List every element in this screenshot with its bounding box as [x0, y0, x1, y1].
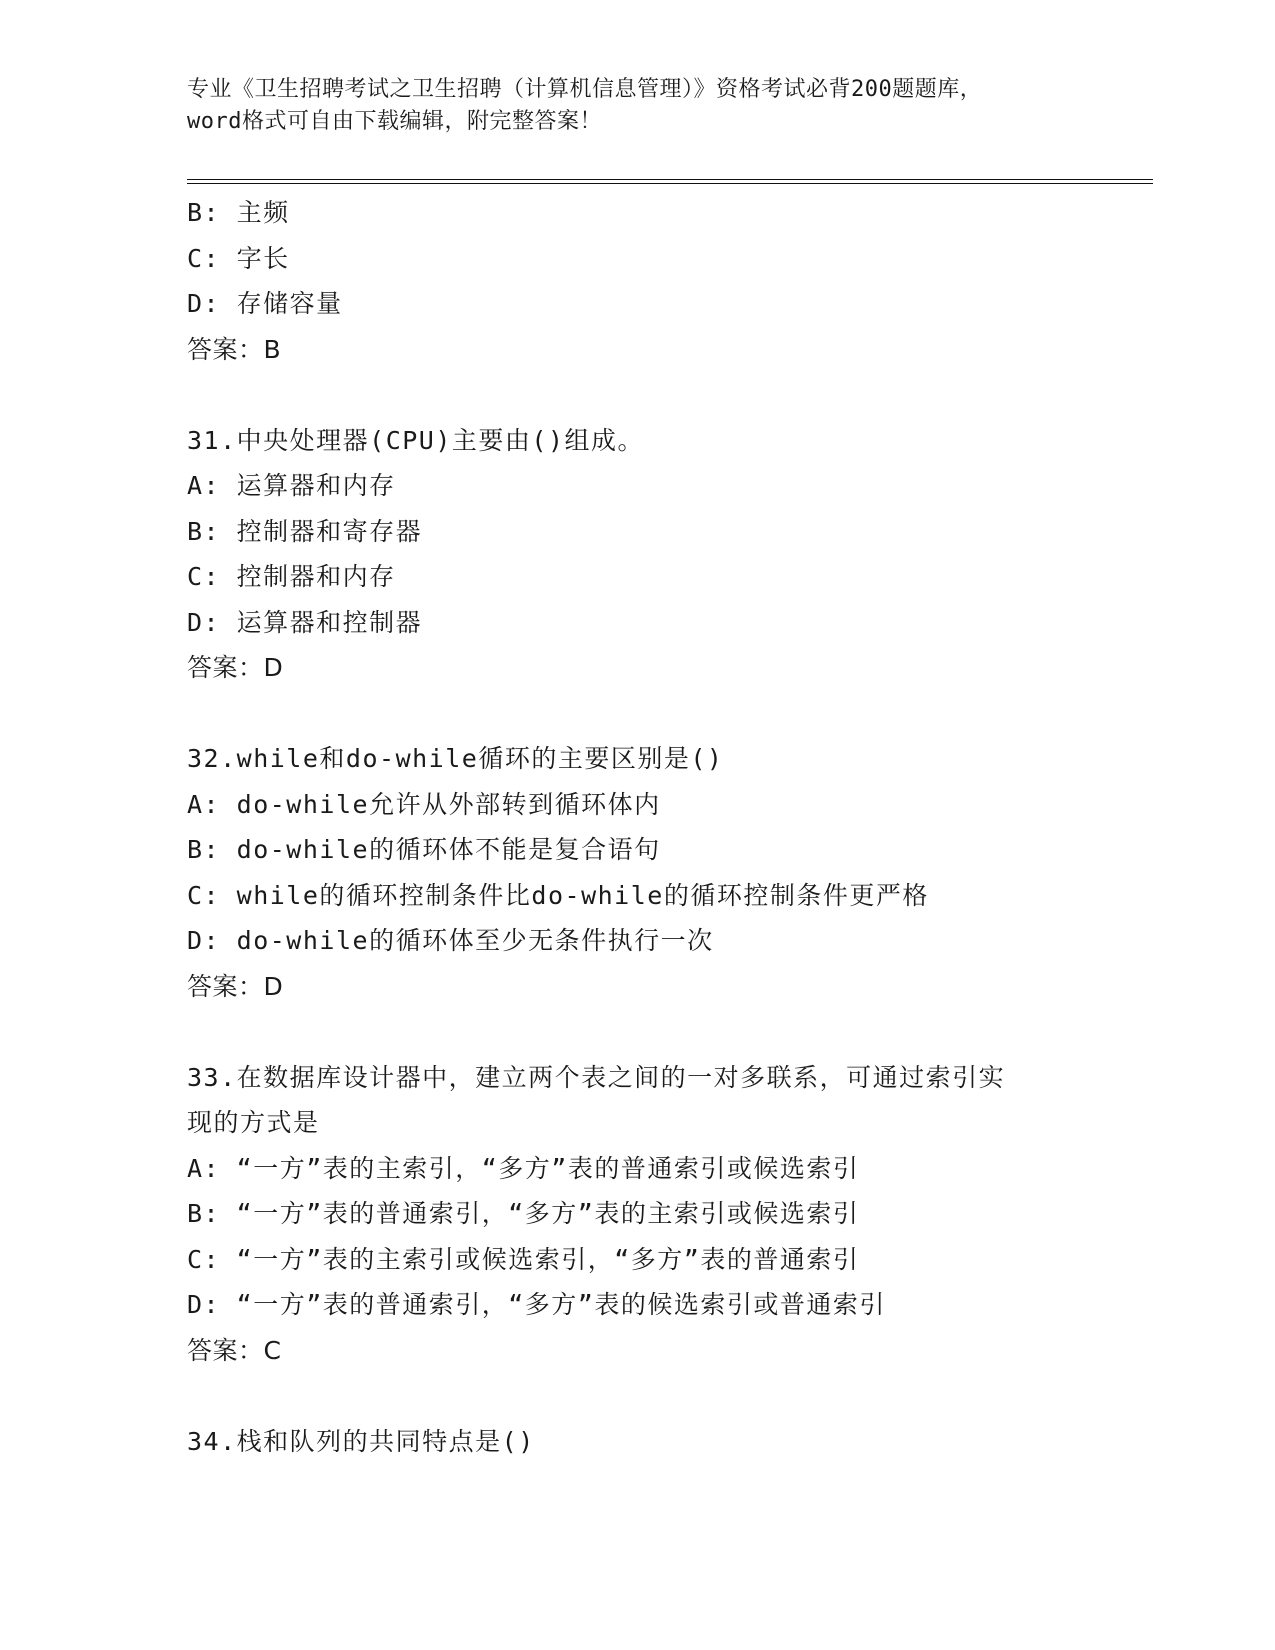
option-b: B: 控制器和寄存器: [187, 516, 423, 546]
option-b: B: do-while的循环体不能是复合语句: [187, 835, 661, 864]
question-34: [187, 1419, 1087, 1465]
question-32: [187, 736, 1087, 1009]
question-title: 31.中央处理器(CPU)主要由()组成。: [187, 425, 645, 455]
header-divider-top: [187, 179, 1153, 180]
question-list: [187, 190, 1087, 1464]
answer-line: 答案：B: [187, 334, 282, 364]
question-30-continued: [187, 190, 1087, 372]
spacer: [187, 691, 1087, 737]
option-a: A: do-while允许从外部转到循环体内: [187, 789, 661, 819]
question-33: [187, 1055, 1087, 1374]
question-title-line-2: 现的方式是: [187, 1108, 320, 1137]
answer-line: 答案：D: [187, 971, 284, 1001]
option-d: D: “一方”表的普通索引，“多方”表的候选索引或普通索引: [187, 1290, 886, 1319]
spacer: [187, 1009, 1087, 1055]
answer-line: 答案：D: [187, 653, 284, 682]
question-title: 32.while和do-while循环的主要区别是(): [187, 744, 724, 773]
document-header: [187, 74, 1097, 138]
spacer: [187, 1373, 1087, 1419]
option-c: C: 控制器和内存: [187, 562, 396, 591]
option-b: B: “一方”表的普通索引，“多方”表的主索引或候选索引: [187, 1199, 860, 1228]
header-title-line-2: word格式可自由下载编辑，附完整答案！: [187, 109, 602, 134]
question-title-line-1: 33.在数据库设计器中，建立两个表之间的一对多联系，可通过索引实: [187, 1062, 1006, 1092]
option-d: D: 存储容量: [187, 289, 343, 318]
option-d: D: do-while的循环体至少无条件执行一次: [187, 926, 714, 955]
option-c: C: “一方”表的主索引或候选索引，“多方”表的普通索引: [187, 1244, 860, 1274]
option-c: C: while的循环控制条件比do-while的循环控制条件更严格: [187, 880, 929, 910]
option-c: C: 字长: [187, 243, 290, 273]
option-b: B: 主频: [187, 198, 290, 227]
option-d: D: 运算器和控制器: [187, 607, 423, 637]
question-31: [187, 418, 1087, 691]
question-title: 34.栈和队列的共同特点是(): [187, 1426, 535, 1456]
option-a: A: 运算器和内存: [187, 471, 396, 500]
header-title-line-1: 专业《卫生招聘考试之卫生招聘（计算机信息管理）》资格考试必背200题题库，: [187, 77, 983, 102]
header-divider-bottom: [187, 183, 1153, 184]
answer-line: 答案：C: [187, 1335, 282, 1365]
spacer: [187, 372, 1087, 418]
option-a: A: “一方”表的主索引，“多方”表的普通索引或候选索引: [187, 1153, 860, 1183]
